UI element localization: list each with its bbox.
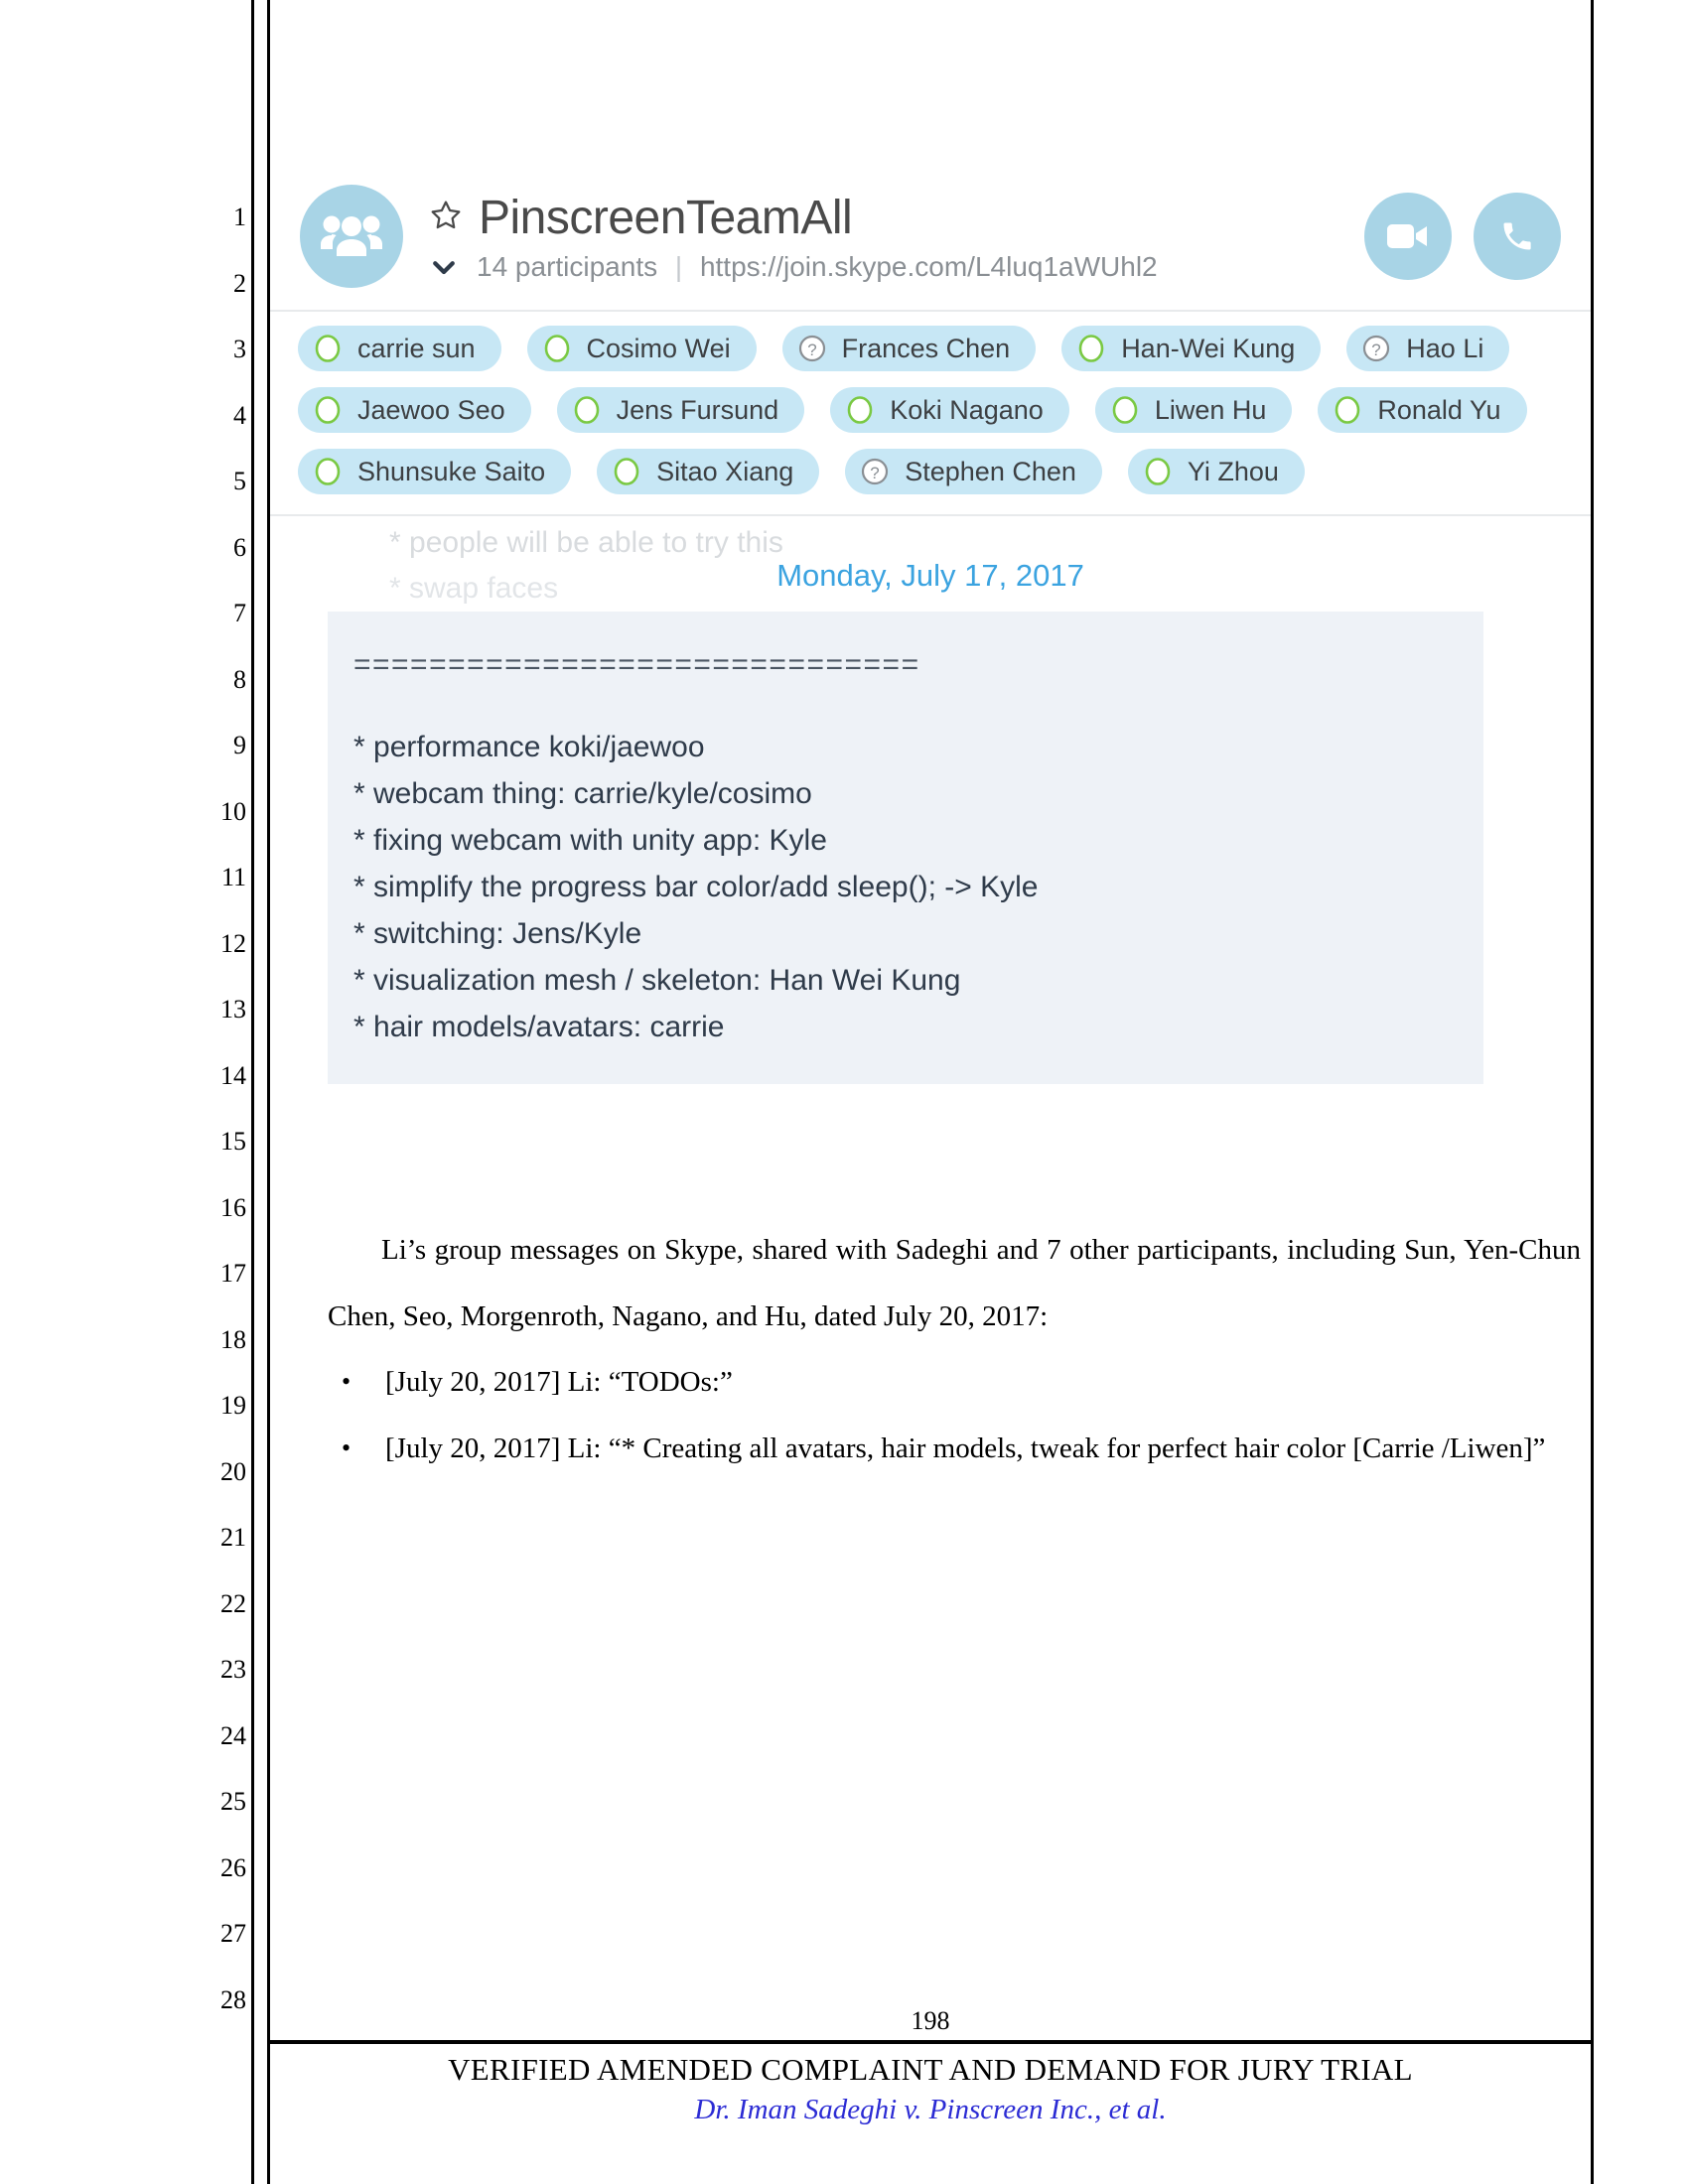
participant-chip[interactable] <box>597 449 819 494</box>
line-number: 19 <box>220 1391 246 1420</box>
status-online-icon <box>844 394 876 426</box>
chat-subtitle <box>477 251 1158 283</box>
video-camera-icon[interactable] <box>1364 193 1452 280</box>
participant-name: Frances Chen <box>841 333 1011 363</box>
date-divider <box>298 516 1563 612</box>
line-number: 4 <box>233 400 246 430</box>
pleading-rule-outer <box>251 0 254 2184</box>
pleading-rule-right <box>1591 0 1594 2184</box>
participant-chip[interactable] <box>298 326 501 371</box>
skype-screenshot <box>270 167 1591 1084</box>
svg-text:?: ? <box>870 464 880 482</box>
participants-count: 14 participants <box>477 250 658 282</box>
participant-chip[interactable] <box>845 449 1102 494</box>
status-unknown-icon <box>1360 333 1392 364</box>
participant-chip[interactable] <box>298 387 531 433</box>
status-online-icon <box>312 394 344 426</box>
skype-chat-header <box>270 167 1591 312</box>
participant-name: Liwen Hu <box>1154 394 1267 425</box>
message-line: * simplify the progress bar color/add sleep(); -> Kyle <box>353 871 1039 903</box>
legal-body-text <box>328 1217 1581 1481</box>
participant-chip[interactable] <box>298 449 571 494</box>
message-line: * webcam thing: carrie/kyle/cosimo <box>353 777 812 810</box>
list-item <box>328 1416 1581 1482</box>
line-number: 10 <box>220 796 246 826</box>
line-number: 1 <box>233 203 246 231</box>
bullet-text: [July 20, 2017] Li: “TODOs:” <box>385 1366 733 1398</box>
faded-line-1: * people will be able to try this <box>389 526 783 559</box>
line-number: 2 <box>233 268 246 298</box>
participant-name: Hao Li <box>1406 333 1484 363</box>
status-unknown-icon <box>796 333 828 364</box>
line-number: 8 <box>233 664 246 694</box>
message-line: * visualization mesh / skeleton: Han Wei Kung <box>353 964 961 997</box>
participant-name: Han-Wei Kung <box>1121 333 1296 363</box>
svg-text:?: ? <box>806 341 817 359</box>
participant-row <box>298 326 1563 371</box>
list-item <box>328 1349 1581 1416</box>
line-number: 25 <box>220 1787 246 1816</box>
participant-name: Jens Fursund <box>616 394 779 425</box>
line-number-column <box>195 185 246 2033</box>
status-online-icon <box>611 456 642 487</box>
svg-text:?: ? <box>1371 341 1382 359</box>
line-number: 15 <box>220 1127 246 1156</box>
chat-header-text <box>429 191 1346 283</box>
participant-row <box>298 387 1563 433</box>
participant-chip[interactable] <box>527 326 757 371</box>
participant-name: Jaewoo Seo <box>357 394 505 425</box>
message-line: * switching: Jens/Kyle <box>353 917 642 950</box>
message-separator-line: ============================== <box>353 648 920 681</box>
participant-chip[interactable] <box>557 387 805 433</box>
status-online-icon <box>1142 456 1174 487</box>
chevron-down-icon[interactable] <box>429 252 459 282</box>
faded-line-2: * swap faces <box>389 572 559 605</box>
participant-row <box>298 449 1563 494</box>
line-number: 28 <box>220 1984 246 2014</box>
footer-title: VERIFIED AMENDED COMPLAINT AND DEMAND FOR JURY TRIAL <box>448 2052 1413 2087</box>
phone-icon[interactable] <box>1474 193 1561 280</box>
line-number: 23 <box>220 1655 246 1684</box>
status-online-icon <box>541 333 573 364</box>
status-online-icon <box>1109 394 1141 426</box>
participant-chip[interactable] <box>1346 326 1509 371</box>
participant-chip[interactable] <box>1128 449 1305 494</box>
line-number: 13 <box>220 995 246 1024</box>
participant-name: Ronald Yu <box>1377 394 1501 425</box>
line-number: 22 <box>220 1588 246 1618</box>
star-icon[interactable] <box>429 199 463 232</box>
participant-name: Sitao Xiang <box>656 456 794 486</box>
status-online-icon <box>1332 394 1363 426</box>
line-number: 27 <box>220 1919 246 1948</box>
message-line: * fixing webcam with unity app: Kyle <box>353 824 827 857</box>
line-number: 3 <box>233 335 246 363</box>
participant-chip[interactable] <box>1318 387 1526 433</box>
bullet-marker: • <box>342 1433 352 1462</box>
bullet-text: [July 20, 2017] Li: “* Creating all avatars, hair models, tweak for perfect hair color [Carrie /Liwen]” <box>385 1432 1546 1464</box>
line-number: 21 <box>220 1523 246 1552</box>
line-number: 12 <box>220 928 246 958</box>
message-line: * performance koki/jaewoo <box>353 731 705 763</box>
status-online-icon <box>312 333 344 364</box>
participant-name: Koki Nagano <box>890 394 1044 425</box>
participant-list <box>270 312 1591 516</box>
line-number: 7 <box>233 599 246 627</box>
participant-name: Cosimo Wei <box>586 333 731 363</box>
participant-name: carrie sun <box>357 333 476 363</box>
status-unknown-icon <box>859 456 891 487</box>
footer-case-caption: Dr. Iman Sadeghi v. Pinscreen Inc., et al. <box>694 2094 1167 2125</box>
participant-chip[interactable] <box>830 387 1069 433</box>
line-number: 24 <box>220 1720 246 1750</box>
participant-name: Stephen Chen <box>905 456 1076 486</box>
line-number: 26 <box>220 1852 246 1882</box>
line-number: 14 <box>220 1060 246 1090</box>
bullet-marker: • <box>342 1367 352 1396</box>
page-number: 198 <box>911 2006 950 2035</box>
message-spacer <box>328 688 1483 724</box>
status-online-icon <box>571 394 603 426</box>
line-number: 17 <box>220 1259 246 1288</box>
join-url[interactable]: https://join.skype.com/L4luq1aWUhl2 <box>699 250 1158 282</box>
chat-title: PinscreenTeamAll <box>479 191 853 244</box>
line-number: 18 <box>220 1324 246 1354</box>
status-online-icon <box>312 456 344 487</box>
chat-subtitle-row <box>429 251 1346 283</box>
line-number: 20 <box>220 1456 246 1486</box>
status-online-icon <box>1075 333 1107 364</box>
page-footer <box>270 2006 1591 2126</box>
body-paragraph: Li’s group messages on Skype, shared with Sadeghi and 7 other participants, including Sun, Yen-Chun Chen, Seo, Morgenroth, Nagano, and Hu, dated July 20, 2017: <box>328 1234 1581 1332</box>
conversation-area <box>270 516 1591 1084</box>
line-number: 6 <box>233 532 246 562</box>
participant-name: Shunsuke Saito <box>357 456 546 486</box>
message-body <box>328 724 1483 1050</box>
participant-chip[interactable] <box>1095 387 1293 433</box>
participant-name: Yi Zhou <box>1187 456 1279 486</box>
line-number: 9 <box>233 731 246 759</box>
line-number: 16 <box>220 1192 246 1222</box>
footer-divider <box>270 2040 1591 2044</box>
bullet-list <box>328 1349 1581 1481</box>
participant-chip[interactable] <box>1061 326 1321 371</box>
line-number: 11 <box>220 863 246 891</box>
date-divider-label: Monday, July 17, 2017 <box>776 558 1084 593</box>
participant-chip[interactable] <box>782 326 1037 371</box>
line-number: 5 <box>233 467 246 495</box>
call-actions <box>1364 193 1561 280</box>
message-line: * hair models/avatars: carrie <box>353 1011 725 1043</box>
message-bubble <box>328 612 1483 1084</box>
subtitle-separator: | <box>674 250 683 282</box>
people-group-icon <box>300 185 403 288</box>
chat-title-row <box>429 191 1346 245</box>
